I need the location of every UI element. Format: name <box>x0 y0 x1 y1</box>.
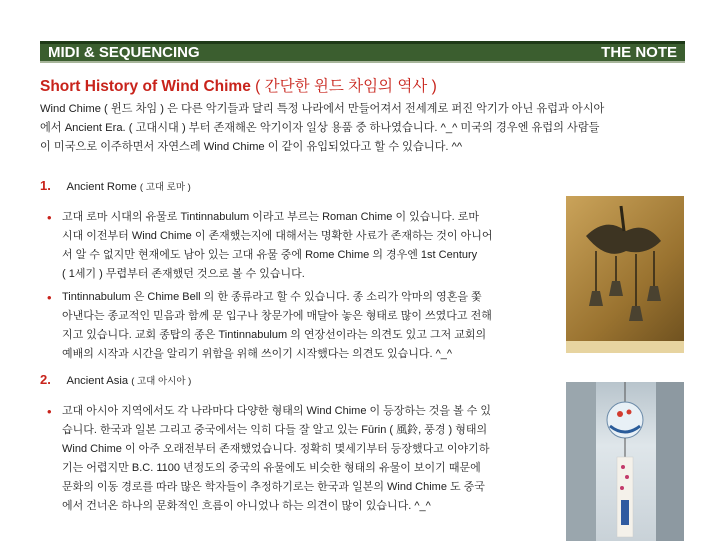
intro-line: 에서 Ancient Era. ( 고대시대 ) 부터 존재해온 악기이자 일상 용품 중 하나였습니다. ^_^ 미국의 경우엔 유럽의 사람들 <box>40 122 600 134</box>
section-heading-2 <box>40 372 191 387</box>
bullet-line: 지고 있습니다. 교회 종탑의 종은 Tintinnabulum 의 연장선이라는 의견도 있고 그저 교회의 <box>62 329 487 341</box>
bullet-dot-icon: • <box>47 404 52 419</box>
bullet-line: 고대 로마 시대의 유물로 Tintinnabulum 이라고 부르는 Roman Chime 이 있습니다. 로마 <box>62 211 480 223</box>
section-title: Ancient Rome <box>66 181 137 193</box>
bullet-line: 고대 아시아 지역에서도 각 나라마다 다양한 형태의 Wind Chime 이 등장하는 것을 볼 수 있 <box>62 405 492 417</box>
title-main: Short History of Wind Chime <box>40 78 251 95</box>
intro-line: Wind Chime ( 윈드 차임 ) 은 다른 악기들과 달리 특정 나라에서 만들어져서 전세계로 퍼진 악기가 아닌 유럽과 아시아 <box>40 103 605 115</box>
furin-illustration <box>566 382 684 541</box>
bullet-line: Wind Chime 이 아주 오래전부터 존재했었습니다. 정확히 몇세기부터 등장했다고 이야기하 <box>62 443 490 455</box>
bullet-item <box>47 402 562 516</box>
bullet-line: 기는 어렵지만 B.C. 1100 년정도의 중국의 유물에도 비슷한 형태의 유물이 보이기 때문에 <box>62 462 481 474</box>
header-banner <box>40 41 685 63</box>
bullet-dot-icon: • <box>47 210 52 225</box>
section-title-ko: ( 고대 아시아 ) <box>131 376 192 387</box>
section-title: Ancient Asia <box>66 375 129 387</box>
section-number: 2. <box>40 372 51 387</box>
bullet-line: 예배의 시작과 시간을 알리기 위함을 위해 쓰이기 시작했다는 의견도 있습니다. ^_^ <box>62 348 453 360</box>
bullet-line: ( 1세기 ) 무렵부터 존재했던 것으로 볼 수 있습니다. <box>62 268 305 280</box>
roman-chime-illustration <box>566 196 684 353</box>
bullet-item <box>47 288 562 364</box>
title-sub: ( 간단한 윈드 차임의 역사 ) <box>255 78 437 95</box>
section-heading-1 <box>40 178 191 193</box>
bullet-line: 시대 이전부터 Wind Chime 이 존재했는지에 대해서는 명확한 사료가 존재하는 것이 아니어 <box>62 230 493 242</box>
section-title-ko: ( 고대 로마 ) <box>139 182 191 193</box>
banner-section-label: MIDI & SEQUENCING <box>48 44 200 61</box>
article-title <box>40 74 437 96</box>
bullet-line: 아낸다는 종교적인 믿음과 함께 문 입구나 창문가에 매달아 놓은 형태로 많이 쓰였다고 전해 <box>62 310 492 322</box>
roman-tintinnabulum-photo <box>566 196 684 353</box>
bullet-line: 에서 건너온 하나의 문화적인 흐름이 아니었나 하는 의견이 많이 있습니다. ^_^ <box>62 500 431 512</box>
bullet-dot-icon: • <box>47 290 52 305</box>
bullet-line: Tintinnabulum 은 Chime Bell 의 한 종류라고 할 수 있습니다. 종 소리가 악마의 영혼을 쫓 <box>62 291 482 303</box>
bullet-line: 문화의 이동 경로를 따라 많은 학자들이 추정하기로는 한국과 일본의 Wind Chime 도 중국 <box>62 481 485 493</box>
bullet-line: 서 알 수 없지만 현재에도 남아 있는 고대 유물 중에 Rome Chime 의 경우엔 1st Century <box>62 249 478 261</box>
intro-line: 이 미국으로 이주하면서 자연스레 Wind Chime 이 같이 유입되었다고 할 수 있습니다. ^^ <box>40 141 463 153</box>
section-number: 1. <box>40 178 51 193</box>
bullet-line: 습니다. 한국과 일본 그리고 중국에서는 익히 다들 잘 알고 있는 Fūrin ( 風鈴, 풍경 ) 형태의 <box>62 424 488 436</box>
furin-wind-chime-photo <box>566 382 684 541</box>
intro-paragraph <box>40 100 692 157</box>
bullet-item <box>47 208 562 284</box>
banner-magazine-label: THE NOTE <box>601 44 677 61</box>
